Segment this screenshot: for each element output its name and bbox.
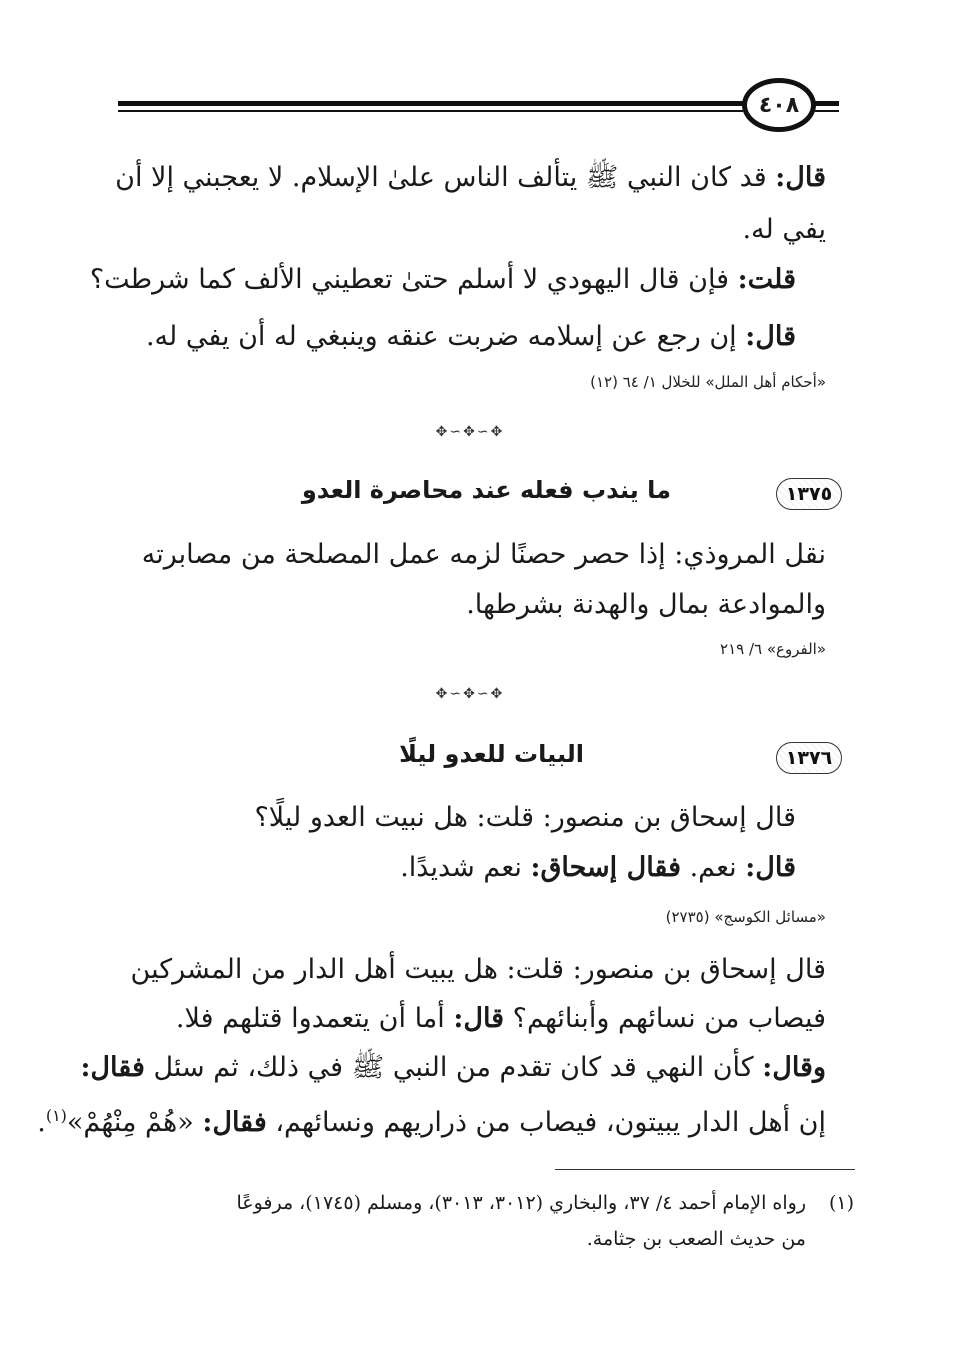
paragraph-line [142,535,826,575]
header-rule [118,101,743,106]
paragraph-line [466,585,826,625]
speaker-label: وقال: [762,1052,826,1083]
section-title: البيات للعدو ليلًا [399,740,584,768]
speaker-label: قلت: [737,264,796,295]
source-citation: «الفروع» ٦/ ٢١٩ [720,640,826,658]
section-ornament: ✥∽✥∽✥ [435,424,505,440]
footnote-line: رواه الإمام أحمد ٤/ ٣٧، والبخاري (٣٠١٢، ٣٠١٣)، ومسلم (١٧٤٥)، مرفوعًا [236,1192,806,1214]
speaker-label: قال: [775,162,826,193]
speaker-label: قال: [453,1003,505,1034]
line-text: يفي له. [742,214,826,245]
footnote-line: من حديث الصعب بن جثامة. [586,1228,806,1250]
paragraph-line [742,210,826,250]
page-number-text: ٤٠٨ [758,92,800,118]
line-text: إن رجع عن إسلامه ضربت عنقه وينبغي له أن يفي له. [145,321,737,352]
section-title: ما يندب فعله عند محاصرة العدو [301,476,671,504]
paragraph-line [400,848,796,888]
speaker-label: فقال: [80,1052,145,1083]
speaker-label: فقال إسحاق: [530,852,681,883]
paragraph-line [37,1096,826,1143]
paragraph-line [176,999,826,1039]
line-text: قال إسحاق بن منصور: قلت: هل يبيت أهل الدار من المشركين [130,954,826,985]
paragraph-line [80,1048,826,1088]
paragraph-line [90,260,796,300]
source-citation: «مسائل الكوسج» (٢٧٣٥) [665,908,826,926]
period: . [37,1107,46,1138]
footnote-number: (١) [828,1192,854,1214]
section-number: ١٣٧٥ [785,483,833,505]
paragraph-line [115,158,826,198]
line-text: فيصاب من نسائهم وأبنائهم؟ [512,1003,826,1034]
section-number: ١٣٧٦ [785,747,833,769]
footnote-separator [555,1169,855,1170]
line-text: نعم شديدًا. [400,852,522,883]
speaker-label: قال: [745,852,796,883]
speaker-label: قال: [745,321,796,352]
line-text: أما أن يتعمدوا قتلهم فلا. [175,1003,445,1034]
line-text: نعم. [689,852,737,883]
line-text: إن أهل الدار يبيتون، فيصاب من ذراريهم ونسائهم، [275,1107,826,1138]
line-text: فإن قال اليهودي لا أسلم حتىٰ تعطيني الألف كما شرطت؟ [89,264,730,295]
footnote-reference[interactable]: (١) [45,1106,67,1125]
line-text: نقل المروذي: إذا حصر حصنًا لزمه عمل المصلحة من مصابرته [141,539,826,570]
speaker-label: فقال: [202,1107,267,1138]
line-text: كأن النهي قد كان تقدم من النبي ﷺ في ذلك، ثم سئل [153,1052,754,1083]
section-number-badge [776,478,842,510]
source-citation: «أحكام أهل الملل» للخلال ١/ ٦٤ (١٢) [590,373,826,391]
header-rule-thin [118,110,743,112]
paragraph-line [254,798,796,838]
line-text: والموادعة بمال والهدنة بشرطها. [466,589,826,620]
header-rule-right [815,101,839,106]
section-number-badge [776,742,842,774]
hadith-quote: «هُمْ مِنْهُمْ» [66,1107,194,1138]
header-rule-right-thin [815,110,839,112]
section-ornament: ✥∽✥∽✥ [435,686,505,702]
line-text: قد كان النبي ﷺ يتألف الناس علىٰ الإسلام. لا يعجبني إلا أن [115,162,767,193]
line-text: قال إسحاق بن منصور: قلت: هل نبيت العدو ليلًا؟ [254,802,796,833]
page-number [742,78,816,132]
paragraph-line [131,950,826,990]
paragraph-line [146,317,796,357]
